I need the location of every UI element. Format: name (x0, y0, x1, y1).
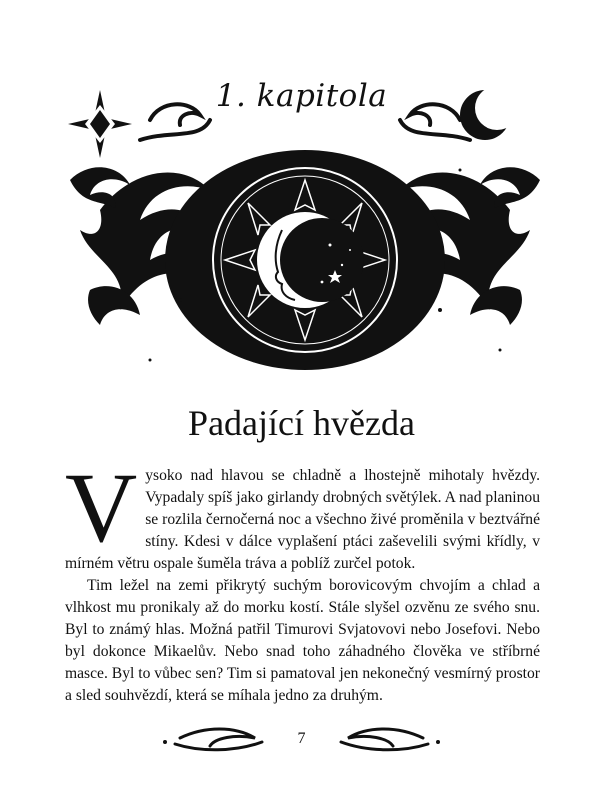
paragraph-1 (65, 452, 540, 575)
paragraph-2: Tim ležel na zemi přikrytý suchým borovicovým chvojím a chlad a vlhkost mu pronikaly až do morku kostí. Stále slyšel ozvěnu ze svého snu. Byl to známý hlas. Možná patřil Timurovi Svjatovovi nebo Josefovi. Nebo byl dokonce Mikaelův. Nebo snad toho záhadného člověka ve stříbrné masce. Byl to vůbec sen? Tim si pamatoval jen nekonečný vesmírný prostor a sled souhvězdí, která se míhala jedno za druhým. (65, 577, 540, 704)
page-number: 7 (297, 730, 306, 747)
chapter-label: 1. kapitola (215, 78, 388, 114)
chapter-title: Padající hvězda (188, 403, 415, 443)
body-text (65, 452, 540, 707)
sun-icon (213, 168, 397, 352)
paragraph-1-text: ysoko nad hlavou se chladně a lhostejně mihotaly hvězdy. Vypadaly spíš jako girlandy drobných světýlek. A nad planinou se rozlila černočerná noc a všechno živé proměnila v beztvářné stíny. Kdesi v dálce vyplašení ptáci zaševelili svými křídly, v mírném větru ospale šuměla tráva a poblíž zurčel potok. (65, 467, 540, 572)
drop-cap: V (65, 452, 138, 563)
